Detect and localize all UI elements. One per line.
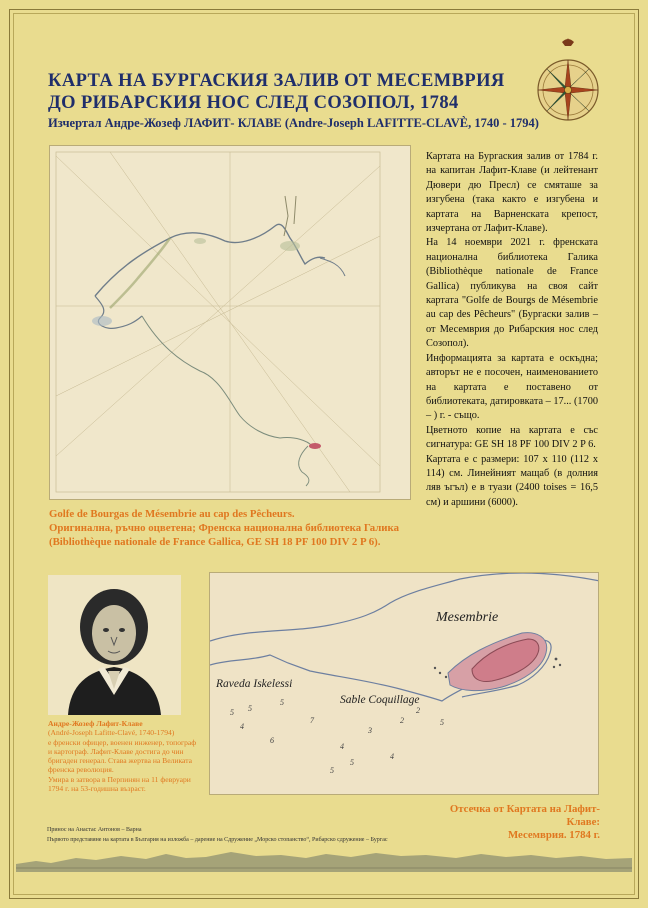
svg-text:5: 5	[280, 698, 284, 707]
credit-line: Принос на Анастас Антонов – Варна	[47, 827, 142, 833]
portrait-latin-name: (André-Joseph Lafitte-Clavé, 1740-1794)	[48, 728, 175, 738]
portrait-name: Андре-Жозеф Лафит-Клаве	[48, 719, 143, 728]
svg-text:3: 3	[368, 726, 372, 735]
svg-text:6: 6	[270, 736, 274, 745]
page-title	[48, 70, 518, 114]
description-paragraph-2: На 14 ноември 2021 г. френската национална библиотека Галика (Bibliothèque nationale de France Gallica) публикува на своя сайт картата "Golfe de Bourgs de Mésembrie au cap des Pêcheurs" (Бургаски залив – от Месемврия до Рибарския нос след Созопол).	[426, 237, 598, 350]
map-drawing	[50, 146, 411, 500]
map-caption-line-2: Оригинална, ръчно оцветена; Френска национална библиотека Галика	[49, 522, 399, 534]
detail-caption-line-2: Месемврия. 1784 г.	[507, 829, 600, 841]
title-line-2: ДО РИБАРСКИЯ НОС СЛЕД СОЗОПОЛ, 1784	[48, 93, 459, 113]
detail-caption-line-1: Отсечка от Картата на Лафит-Клаве:	[449, 803, 600, 828]
svg-text:4: 4	[340, 742, 344, 751]
credit-line-2: Първото представяне на картата в България на изложба – дарение на Сдружение „Морско стопанство“, Рибарско сдружение – Бургас	[47, 837, 388, 843]
description-paragraph-1: Картата на Бургаския залив от 1784 г. на капитан Лафит-Клаве (и лейтенант Дювери дю Пресл) се смяташе за изгубена (така както е изгубена и картата на Варненската крепост, изчертана от Лафит-Клаве).	[426, 151, 598, 235]
map-detail-image	[209, 572, 599, 795]
svg-text:2: 2	[416, 706, 420, 715]
description-paragraph-4: Цветното копие на картата е със сигнатура: GE SH 18 PF 100 DIV 2 P 6.	[426, 424, 598, 451]
map-caption	[49, 507, 429, 549]
svg-text:5: 5	[440, 718, 444, 727]
description-paragraph-5: Картата е с размери: 107 x 110 (112 x 114) см. Линейният мащаб (в долния ляв ъгъл) е в туази (2400 toises = 16,5 см) и аршини (6000).	[426, 453, 598, 508]
portrait-image	[48, 575, 181, 715]
svg-text:2: 2	[400, 716, 404, 725]
coastline-silhouette	[16, 846, 632, 872]
svg-text:5: 5	[230, 708, 234, 717]
page-subtitle: Изчертал Андре-Жозеф ЛАФИТ- КЛАВЕ (Andre-Joseph LAFITTE-CLAVÈ, 1740 - 1794)	[48, 116, 539, 130]
description-paragraph-3: Информацията за картата е оскъдна; авторът не е посочен, наименованието на картата е поставено от библиотеката, датировката – 17... (1700 – ) г. - също.	[426, 352, 598, 422]
map-caption-line-3: (Bibliothèque nationale de France Gallica, GE SH 18 PF 100 DIV 2 P 6).	[49, 536, 381, 548]
svg-text:5: 5	[248, 704, 252, 713]
compass-rose-icon	[532, 38, 604, 126]
portrait-bio: е френски офицер, военен инженер, топограф и картограф. Лафит-Клаве достига до чин бригаден генерал. Става жертва на Великата френска революция.	[48, 737, 197, 775]
svg-text:4: 4	[390, 752, 394, 761]
map-caption-line-1: Golfe de Bourgas de Mésembrie au cap des Pêcheurs.	[49, 508, 295, 520]
portrait-caption	[48, 719, 200, 793]
label-mesembrie: Mesembrie	[436, 610, 499, 625]
title-line-1: КАРТА НА БУРГАСКИЯ ЗАЛИВ ОТ МЕСЕМВРИЯ	[48, 71, 505, 91]
label-sable: Sable Coquillage	[340, 694, 420, 706]
label-raveda: Raveda Iskelessi	[216, 678, 293, 690]
svg-text:4: 4	[240, 722, 244, 731]
portrait-death: Умира в затвора в Перпинян на 11 февруари 1794 г. на 53-годишна възраст.	[48, 774, 191, 794]
description-text	[426, 150, 598, 510]
svg-text:7: 7	[310, 716, 314, 725]
historical-map-image	[49, 145, 411, 500]
svg-text:5: 5	[330, 766, 334, 775]
svg-text:5: 5	[350, 758, 354, 767]
